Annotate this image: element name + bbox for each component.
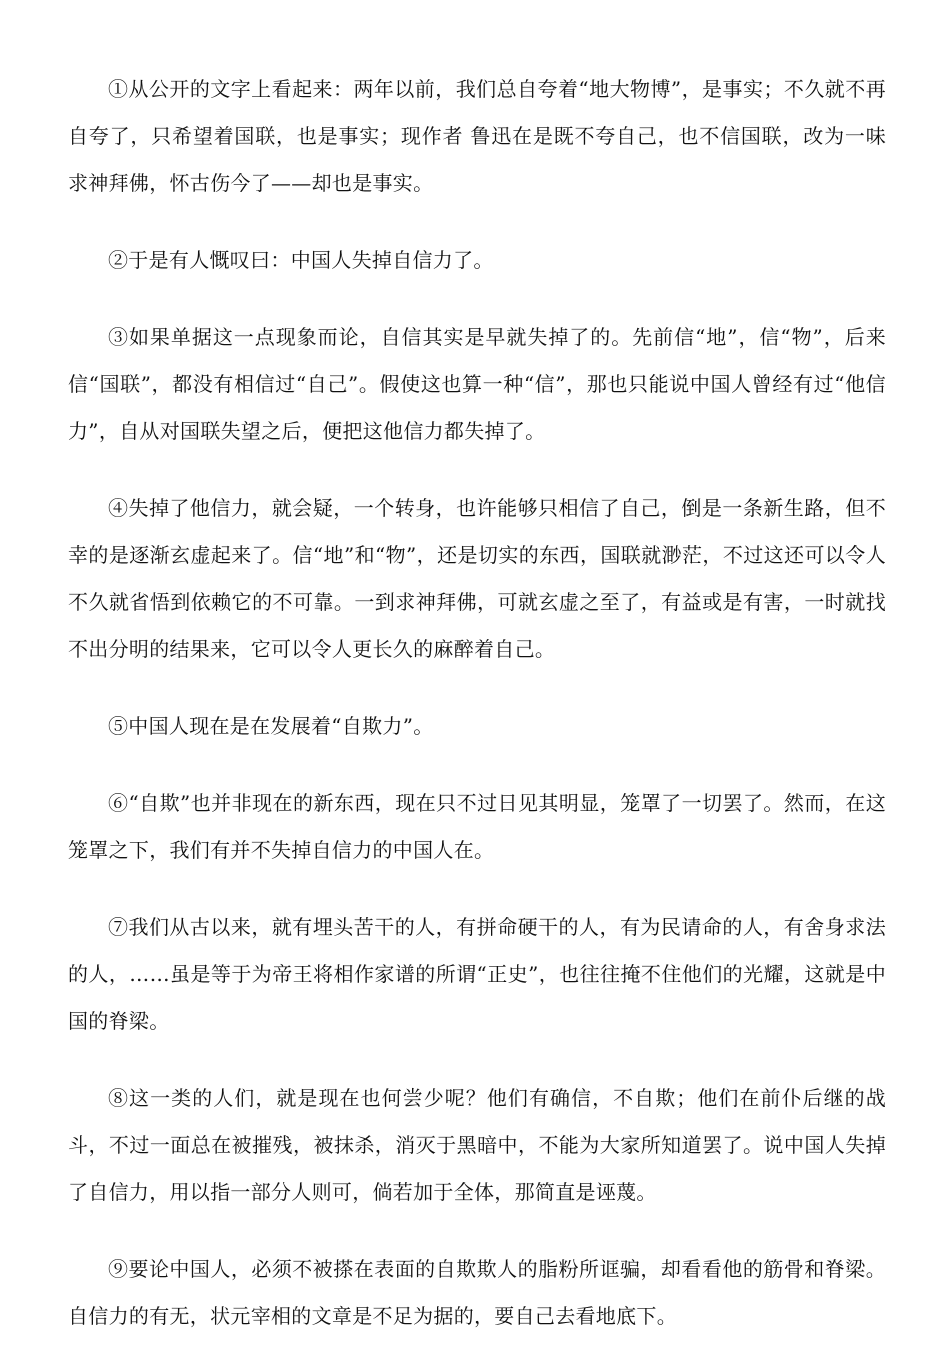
paragraph-9: ⑨要论中国人，必须不被搽在表面的自欺欺人的脂粉所诓骗，却看看他的筋骨和脊梁。自信力的有无，状元宰相的文章是不足为据的，要自己去看地底下。 (68, 1257, 886, 1328)
paragraph-1: ①从公开的文字上看起来：两年以前，我们总自夸着“地大物博”，是事实；不久就不再自夸了，只希望着国联，也是事实；现作者 鲁迅在是既不夸自己，也不信国联，改为一味求神拜佛，怀古伤今了——却也是事实。 (68, 77, 886, 195)
paragraph-3: ③如果单据这一点现象而论，自信其实是早就失掉了的。先前信“地”，信“物”，后来信“国联”，都没有相信过“自己”。假使这也算一种“信”，那也只能说中国人曾经有过“他信力”，自从对国联失望之后，便把这他信力都失掉了。 (68, 325, 886, 443)
paragraph-8: ⑧这一类的人们，就是现在也何尝少呢？他们有确信，不自欺；他们在前仆后继的战斗，不过一面总在被摧残，被抹杀，消灭于黑暗中，不能为大家所知道罢了。说中国人失掉了自信力，用以指一部分人则可，倘若加于全体，那简直是诬蔑。 (68, 1086, 886, 1204)
document-page (68, 66, 886, 1370)
paragraph-4: ④失掉了他信力，就会疑，一个转身，也许能够只相信了自己，倒是一条新生路，但不幸的是逐渐玄虚起来了。信“地”和“物”，还是切实的东西，国联就渺茫，不过这还可以令人不久就省悟到依赖它的不可靠。一到求神拜佛，可就玄虚之至了，有益或是有害，一时就找不出分明的结果来，它可以令人更长久的麻醉着自己。 (68, 496, 886, 661)
paragraph-5: ⑤中国人现在是在发展着“自欺力”。 (108, 714, 434, 738)
paragraph-7: ⑦我们从古以来，就有埋头苦干的人，有拼命硬干的人，有为民请命的人，有舍身求法的人，……虽是等于为帝王将相作家谱的所谓“正史”，也往往掩不住他们的光耀，这就是中国的脊梁。 (68, 915, 886, 1033)
paragraph-2: ②于是有人慨叹曰：中国人失掉自信力了。 (108, 248, 494, 272)
paragraph-6: ⑥“自欺”也并非现在的新东西，现在只不过日见其明显，笼罩了一切罢了。然而，在这笼罩之下，我们有并不失掉自信力的中国人在。 (68, 791, 886, 862)
